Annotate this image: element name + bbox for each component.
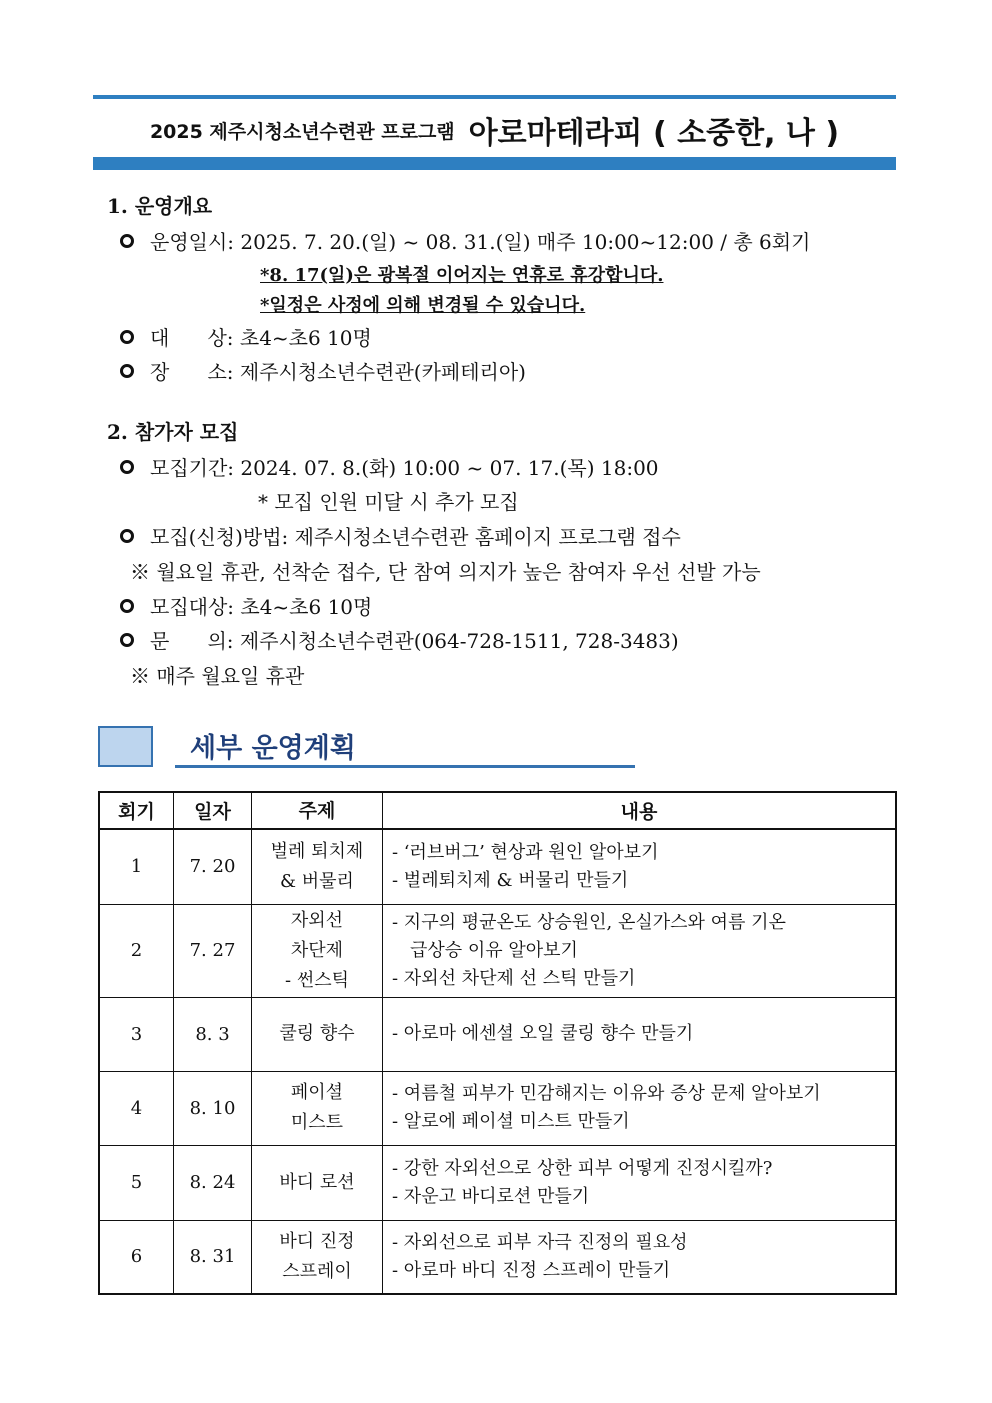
session-content <box>383 904 897 997</box>
target-text: 대 상: 초4~초6 10명 <box>150 326 372 350</box>
topic-line: 바디 로션 <box>279 1171 355 1193</box>
inquiry-item <box>120 625 679 654</box>
session-number: 1 <box>99 829 174 904</box>
title-main: 아로마테라피 ( 소중한, 나 ) <box>468 116 840 151</box>
session-topic <box>252 1071 383 1145</box>
topic-line: - 썬스틱 <box>285 969 349 991</box>
session-number: 5 <box>99 1145 174 1220</box>
topic-line: 미스트 <box>290 1112 344 1133</box>
session-date: 8. 3 <box>174 997 252 1071</box>
content-line: - 자운고 바디로션 만들기 <box>392 1185 590 1207</box>
session-content <box>383 829 897 904</box>
schedule-item <box>120 226 810 255</box>
topic-line: 쿨링 향수 <box>279 1023 355 1044</box>
session-number: 2 <box>99 904 174 997</box>
session-topic <box>252 1220 383 1294</box>
content-line: - ‘러브버그’ 현상과 원인 알아보기 <box>392 841 659 863</box>
header-session: 회기 <box>99 792 174 829</box>
session-content <box>383 997 897 1071</box>
session-date: 7. 20 <box>174 829 252 904</box>
table-row <box>99 904 896 997</box>
content-line: - 아로마 에센셜 오일 쿨링 향수 만들기 <box>392 1023 694 1044</box>
inquiry-note: ※ 매주 월요일 휴관 <box>130 664 305 688</box>
circle-bullet-icon <box>120 599 134 613</box>
content-line: - 지구의 평균온도 상승원인, 온실가스와 여름 기온 <box>392 911 786 933</box>
session-date: 7. 27 <box>174 904 252 997</box>
inquiry-text: 문 의: 제주시청소년수련관(064-728-1511, 728-3483) <box>150 629 679 653</box>
session-topic <box>252 829 383 904</box>
circle-bullet-icon <box>120 234 134 248</box>
circle-bullet-icon <box>120 633 134 647</box>
session-number: 6 <box>99 1220 174 1294</box>
session-content <box>383 1071 897 1145</box>
plan-heading-box <box>98 726 153 767</box>
circle-bullet-icon <box>120 529 134 543</box>
table-header-row <box>99 792 896 829</box>
session-topic <box>252 1145 383 1220</box>
session-date: 8. 24 <box>174 1145 252 1220</box>
content-line: - 강한 자외선으로 상한 피부 어떻게 진정시킬까? <box>392 1157 773 1179</box>
header-date: 일자 <box>174 792 252 829</box>
content-line: - 여름철 피부가 민감해지는 이유와 증상 문제 알아보기 <box>392 1083 821 1104</box>
topic-line: 페이셜 <box>290 1082 344 1103</box>
content-line: - 자외선으로 피부 자극 진정의 필요성 <box>392 1231 688 1253</box>
session-date: 8. 31 <box>174 1220 252 1294</box>
table-row <box>99 829 896 904</box>
holiday-note: *8. 17(일)은 광복절 이어지는 연휴로 휴강합니다. <box>260 265 664 286</box>
header-topic: 주제 <box>252 792 383 829</box>
content-line: - 아로마 바디 진정 스프레이 만들기 <box>392 1259 671 1281</box>
section2-heading: 2. 참가자 모집 <box>107 420 239 444</box>
change-note: *일정은 사정에 의해 변경될 수 있습니다. <box>260 295 586 316</box>
session-content <box>383 1145 897 1220</box>
content-line: 급상승 이유 알아보기 <box>410 939 578 961</box>
session-topic <box>252 904 383 997</box>
session-topic <box>252 997 383 1071</box>
topic-line: 스프레이 <box>282 1260 352 1282</box>
method-item <box>120 521 681 550</box>
plan-table <box>98 791 897 1295</box>
topic-line: 바디 진정 <box>279 1230 355 1252</box>
plan-heading: 세부 운영계획 <box>190 733 356 764</box>
title-bottom-bar <box>93 157 896 170</box>
recruit-target-text: 모집대상: 초4~초6 10명 <box>150 595 373 619</box>
table-row <box>99 1145 896 1220</box>
method-text: 모집(신청)방법: 제주시청소년수련관 홈페이지 프로그램 접수 <box>150 525 681 549</box>
circle-bullet-icon <box>120 330 134 344</box>
session-date: 8. 10 <box>174 1071 252 1145</box>
table-row <box>99 1220 896 1294</box>
circle-bullet-icon <box>120 364 134 378</box>
session-number: 3 <box>99 997 174 1071</box>
circle-bullet-icon <box>120 460 134 474</box>
period-note: * 모집 인원 미달 시 추가 모집 <box>258 490 519 514</box>
place-item <box>120 356 526 385</box>
header-content: 내용 <box>383 792 897 829</box>
method-note: ※ 월요일 휴관, 선착순 접수, 단 참여 의지가 높은 참여자 우선 선발 가능 <box>130 560 761 584</box>
topic-line: & 버물리 <box>280 870 354 892</box>
content-line: - 자외선 차단제 선 스틱 만들기 <box>392 967 636 989</box>
session-number: 4 <box>99 1071 174 1145</box>
plan-heading-underline <box>175 765 635 768</box>
title-top-rule <box>93 95 896 99</box>
section1-heading: 1. 운영개요 <box>107 194 213 218</box>
content-line: - 알로에 페이셜 미스트 만들기 <box>392 1111 630 1132</box>
content-line: - 벌레퇴치제 & 버물리 만들기 <box>392 869 629 891</box>
topic-line: 자외선 <box>290 909 344 931</box>
topic-line: 차단제 <box>290 939 344 961</box>
document-title <box>93 104 896 156</box>
period-item <box>120 452 659 481</box>
table-row <box>99 997 896 1071</box>
schedule-text: 운영일시: 2025. 7. 20.(일) ~ 08. 31.(일) 매주 10:00~12:00 / 총 6회기 <box>150 230 811 254</box>
topic-line: 벌레 퇴치제 <box>270 840 364 862</box>
target-item <box>120 322 372 351</box>
place-text: 장 소: 제주시청소년수련관(카페테리아) <box>150 360 526 384</box>
title-prefix: 2025 제주시청소년수련관 프로그램 <box>149 120 455 143</box>
period-text: 모집기간: 2024. 07. 8.(화) 10:00 ~ 07. 17.(목) 18:00 <box>150 456 659 480</box>
session-content <box>383 1220 897 1294</box>
recruit-target-item <box>120 591 372 620</box>
table-row <box>99 1071 896 1145</box>
